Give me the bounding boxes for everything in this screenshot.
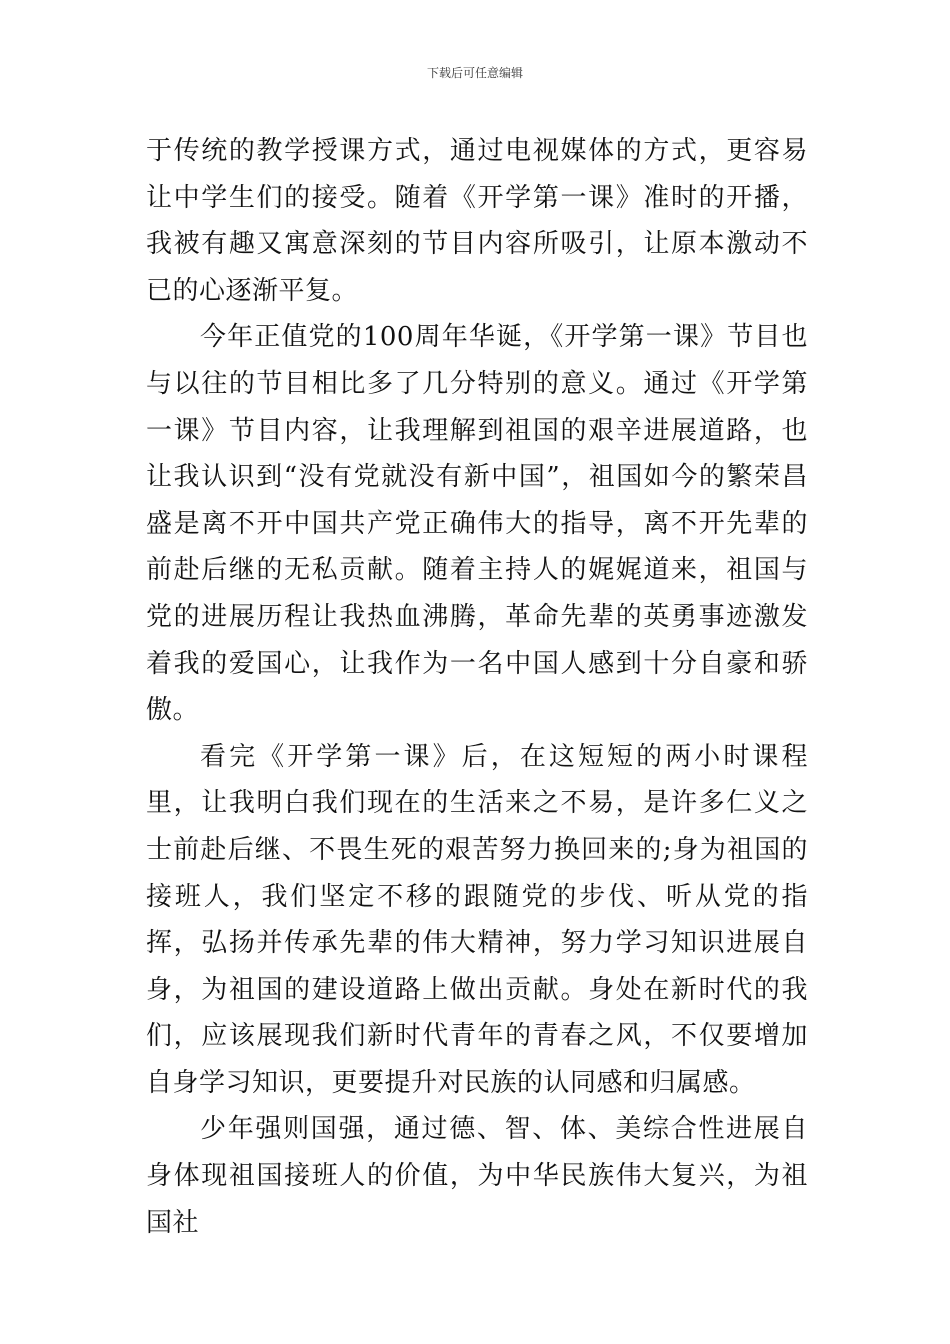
page-header: 下载后可任意编辑 bbox=[426, 66, 523, 80]
paragraph-3: 看完《开学第一课》后，在这短短的两小时课程里，让我明白我们现在的生活来之不易，是许多仁义之士前赴后继、不畏生死的艰苦努力换回来的;身为祖国的接班人，我们坚定不移的跟随党的步伐、听从党的指挥，弘扬并传承先辈的伟大精神，努力学习知识进展自身，为祖国的建设道路上做出贡献。身处在新时代的我们，应该展现我们新时代青年的青春之风，不仅要增加自身学习知识，更要提升对民族的认同感和归属感。 bbox=[146, 741, 808, 1098]
paragraph-4: 少年强则国强，通过德、智、体、美综合性进展自身体现祖国接班人的价值，为中华民族伟大复兴，为祖国社 bbox=[146, 1114, 808, 1238]
paragraph-2: 今年正值党的100周年华诞，《开学第一课》节目也与以往的节目相比多了几分特别的意义。通过《开学第一课》节目内容，让我理解到祖国的艰辛进展道路，也让我认识到“没有党就没有新中国”，祖国如今的繁荣昌盛是离不开中国共产党正确伟大的指导，离不开先辈的前赴后继的无私贡献。随着主持人的娓娓道来，祖国与党的进展历程让我热血沸腾，革命先辈的英勇事迹激发着我的爱国心，让我作为一名中国人感到十分自豪和骄傲。 bbox=[146, 322, 808, 726]
document-body bbox=[146, 128, 808, 1246]
paragraph-1: 于传统的教学授课方式，通过电视媒体的方式，更容易让中学生们的接受。随着《开学第一课》准时的开播，我被有趣又寓意深刻的节目内容所吸引，让原本激动不已的心逐渐平复。 bbox=[146, 136, 808, 306]
